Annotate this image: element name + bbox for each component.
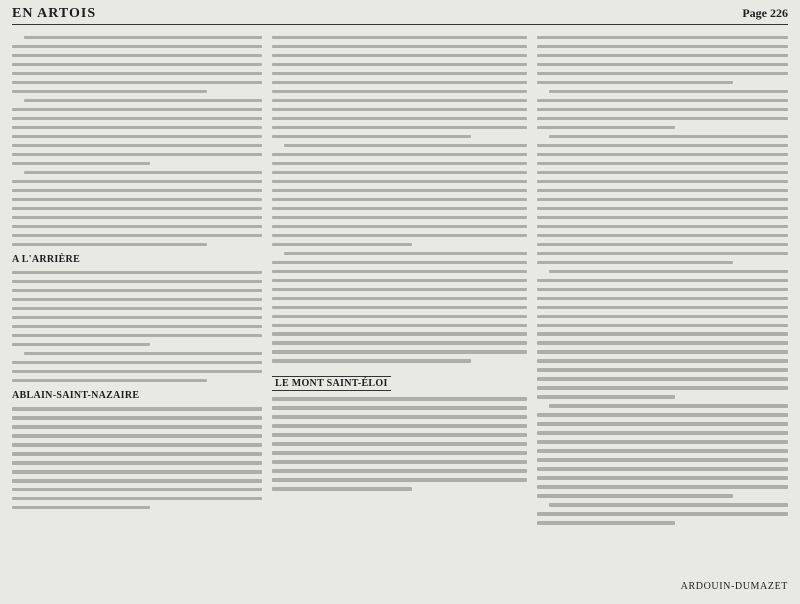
column-3 bbox=[537, 36, 788, 530]
body-text-placeholder bbox=[12, 36, 262, 246]
body-text-placeholder bbox=[12, 407, 262, 509]
header-rule bbox=[12, 24, 788, 25]
page-number: Page 226 bbox=[742, 6, 788, 20]
body-text-placeholder bbox=[537, 36, 788, 525]
column-1 bbox=[12, 36, 262, 515]
column-2 bbox=[272, 36, 527, 496]
section-heading-arriere: A L'ARRIÈRE bbox=[12, 254, 81, 266]
body-text-placeholder bbox=[272, 36, 527, 363]
author-signature: ARDOUIN-DUMAZET bbox=[680, 581, 788, 592]
section-heading-mont: LE MONT SAINT-ÉLOI bbox=[272, 376, 391, 391]
body-text-placeholder bbox=[272, 397, 527, 490]
section-heading-ablain: ABLAIN-SAINT-NAZAIRE bbox=[12, 390, 140, 402]
running-title: EN ARTOIS bbox=[12, 6, 97, 21]
page-header bbox=[12, 6, 788, 22]
body-text-placeholder bbox=[12, 271, 262, 382]
